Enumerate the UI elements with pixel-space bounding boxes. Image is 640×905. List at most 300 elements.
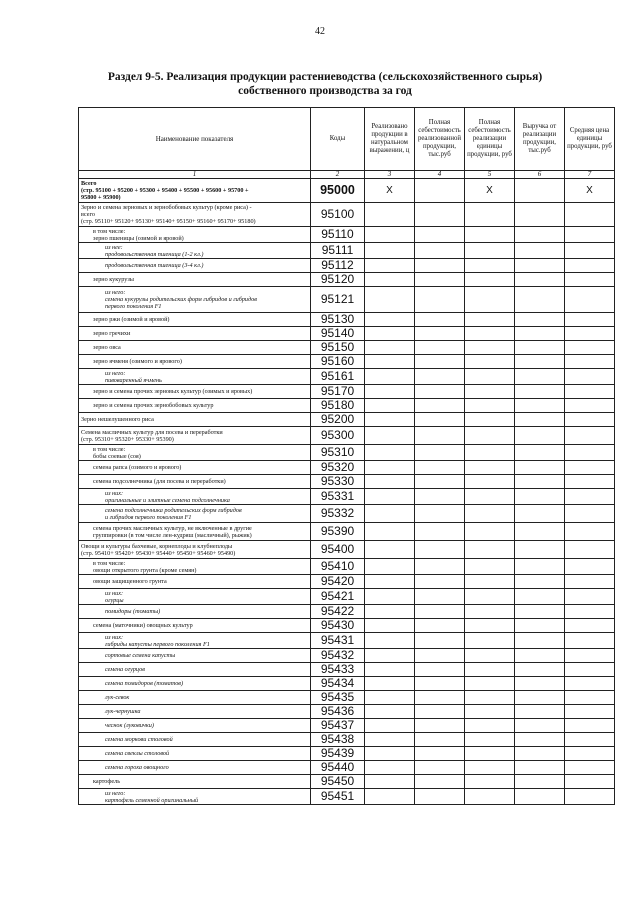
value-cell-c7[interactable] xyxy=(565,559,615,575)
indicator-name-line: из них: xyxy=(105,633,124,641)
value-cell-c6[interactable] xyxy=(515,203,565,227)
value-cell-c3[interactable] xyxy=(365,341,415,355)
value-cell-c4[interactable] xyxy=(415,691,465,705)
value-cell-c3[interactable] xyxy=(365,605,415,619)
indicator-name xyxy=(79,475,311,489)
value-cell-c6[interactable] xyxy=(515,663,565,677)
table-row xyxy=(79,313,615,327)
row-code: 95437 xyxy=(311,719,365,733)
table-row xyxy=(79,541,615,559)
header-code: Коды xyxy=(311,108,365,171)
value-cell-c7[interactable] xyxy=(565,747,615,761)
value-cell-c6[interactable] xyxy=(515,775,565,789)
value-cell-c4[interactable] xyxy=(415,789,465,805)
indicator-name xyxy=(79,761,311,775)
table-row xyxy=(79,761,615,775)
table-row xyxy=(79,273,615,287)
indicator-name-line: зерно пшеницы (озимой и яровой) xyxy=(93,234,184,242)
value-cell-c3[interactable] xyxy=(365,789,415,805)
indicator-name-line: группировки (в том числе лен-кудряш (масличный), рыжик) xyxy=(93,531,252,539)
value-cell-c4[interactable] xyxy=(415,461,465,475)
table-row xyxy=(79,733,615,747)
value-cell-c4[interactable] xyxy=(415,385,465,399)
row-code: 95435 xyxy=(311,691,365,705)
value-cell-c4[interactable] xyxy=(415,327,465,341)
indicator-name-line: лук-чернушка xyxy=(105,708,141,715)
value-cell-c5[interactable] xyxy=(465,575,515,589)
value-cell-c4[interactable] xyxy=(415,369,465,385)
value-cell-c6[interactable] xyxy=(515,273,565,287)
value-cell-c6[interactable] xyxy=(515,461,565,475)
value-cell-c3[interactable] xyxy=(365,747,415,761)
value-cell-c5[interactable] xyxy=(465,369,515,385)
value-cell-c7[interactable] xyxy=(565,313,615,327)
value-cell-c6[interactable] xyxy=(515,505,565,523)
value-cell-c4[interactable] xyxy=(415,677,465,691)
value-cell-c5[interactable] xyxy=(465,541,515,559)
indicator-name xyxy=(79,203,311,227)
value-cell-c3[interactable] xyxy=(365,369,415,385)
value-cell-c4[interactable] xyxy=(415,633,465,649)
table-row xyxy=(79,605,615,619)
indicator-name xyxy=(79,559,311,575)
value-cell-c5[interactable] xyxy=(465,619,515,633)
value-cell-c5[interactable] xyxy=(465,733,515,747)
value-cell-c4[interactable] xyxy=(415,399,465,413)
value-cell-c7[interactable] xyxy=(565,203,615,227)
value-cell-c3[interactable] xyxy=(365,677,415,691)
value-cell-c6[interactable] xyxy=(515,227,565,243)
value-cell-c3[interactable] xyxy=(365,541,415,559)
header-c7: Средняя цена единицы продукции, руб xyxy=(565,108,615,171)
row-code: 95170 xyxy=(311,385,365,399)
indicator-name-line: семена (маточники) овощных культур xyxy=(93,622,193,629)
header-c5: Полная себестоимость реализации единицы продукции, руб xyxy=(465,108,515,171)
row-code: 95331 xyxy=(311,489,365,505)
value-cell-c6[interactable] xyxy=(515,327,565,341)
value-cell-c5[interactable] xyxy=(465,691,515,705)
row-code: 95000 xyxy=(311,179,365,203)
indicator-name-line: (стр. 95310+ 95320+ 95330+ 95390) xyxy=(81,435,174,443)
indicator-name-line: бобы соевые (соя) xyxy=(93,452,141,460)
value-cell-c7[interactable] xyxy=(565,287,615,313)
table-row xyxy=(79,789,615,805)
value-cell-c5[interactable] xyxy=(465,719,515,733)
value-cell-c4[interactable] xyxy=(415,559,465,575)
value-cell-c4[interactable] xyxy=(415,775,465,789)
value-cell-c7[interactable] xyxy=(565,445,615,461)
value-cell-c7[interactable] xyxy=(565,259,615,273)
value-cell-c4[interactable] xyxy=(415,733,465,747)
indicator-name-line: зерно и семена прочих зернобобовых культур xyxy=(93,402,214,409)
value-cell-c3[interactable] xyxy=(365,243,415,259)
value-cell-c7[interactable] xyxy=(565,273,615,287)
value-cell-c5[interactable] xyxy=(465,705,515,719)
value-cell-c5[interactable] xyxy=(465,633,515,649)
value-cell-c4[interactable] xyxy=(415,619,465,633)
value-cell-c7[interactable] xyxy=(565,619,615,633)
title-line-1: Раздел 9-5. Реализация продукции растениеводства (сельскохозяйственного сырья) xyxy=(107,71,543,83)
value-cell-c7[interactable] xyxy=(565,413,615,427)
value-cell-c3[interactable] xyxy=(365,227,415,243)
value-cell-c3[interactable] xyxy=(365,489,415,505)
value-cell-c6[interactable] xyxy=(515,619,565,633)
value-cell-c3[interactable] xyxy=(365,619,415,633)
value-cell-c5[interactable] xyxy=(465,475,515,489)
indicator-name-line: семена помидоров (томатов) xyxy=(105,680,184,687)
indicator-name-line: (стр. 95110+ 95120+ 95130+ 95140+ 95150+ 95160+ 95170+ 95180) xyxy=(81,218,256,225)
value-cell-c5[interactable] xyxy=(465,589,515,605)
indicator-name xyxy=(79,341,311,355)
value-cell-c5[interactable] xyxy=(465,243,515,259)
table-body xyxy=(79,179,615,805)
value-cell-c7[interactable] xyxy=(565,605,615,619)
value-cell-c6[interactable] xyxy=(515,559,565,575)
value-cell-c6[interactable] xyxy=(515,719,565,733)
value-cell-c3[interactable] xyxy=(365,203,415,227)
value-cell-c3[interactable] xyxy=(365,385,415,399)
value-cell-c5[interactable] xyxy=(465,355,515,369)
column-number: 2 xyxy=(311,171,365,179)
value-cell-c5[interactable] xyxy=(465,313,515,327)
value-cell-c5[interactable] xyxy=(465,505,515,523)
indicator-name-line: продовольственная пшеница (1-2 кл.) xyxy=(105,250,204,258)
value-cell-c7[interactable]: Х xyxy=(565,179,615,203)
value-cell-c6[interactable] xyxy=(515,427,565,445)
table-row xyxy=(79,619,615,633)
indicator-name-line: из нее: xyxy=(105,243,123,251)
indicator-name xyxy=(79,605,311,619)
value-cell-c6[interactable] xyxy=(515,413,565,427)
table-row xyxy=(79,327,615,341)
value-cell-c7[interactable] xyxy=(565,523,615,541)
column-number: 6 xyxy=(515,171,565,179)
value-cell-c5[interactable] xyxy=(465,413,515,427)
value-cell-c7[interactable] xyxy=(565,475,615,489)
value-cell-c4[interactable] xyxy=(415,719,465,733)
indicator-name xyxy=(79,287,311,313)
indicator-name xyxy=(79,541,311,559)
value-cell-c7[interactable] xyxy=(565,775,615,789)
value-cell-c3[interactable] xyxy=(365,575,415,589)
value-cell-c7[interactable] xyxy=(565,733,615,747)
value-cell-c7[interactable] xyxy=(565,385,615,399)
indicator-name-line: (стр. 95100 + 95200 + 95300 + 95400 + 95500 + 95600 + 95700 + xyxy=(81,187,249,194)
value-cell-c5[interactable] xyxy=(465,203,515,227)
value-cell-c5[interactable] xyxy=(465,605,515,619)
value-cell-c6[interactable] xyxy=(515,259,565,273)
table-row xyxy=(79,523,615,541)
value-cell-c6[interactable] xyxy=(515,313,565,327)
row-code: 95422 xyxy=(311,605,365,619)
value-cell-c6[interactable] xyxy=(515,475,565,489)
value-cell-c7[interactable] xyxy=(565,369,615,385)
value-cell-c3[interactable] xyxy=(365,445,415,461)
value-cell-c6[interactable] xyxy=(515,705,565,719)
table-row xyxy=(79,633,615,649)
table-row xyxy=(79,475,615,489)
value-cell-c3[interactable] xyxy=(365,649,415,663)
indicator-name-line: зерно овса xyxy=(93,344,121,351)
value-cell-c7[interactable] xyxy=(565,489,615,505)
value-cell-c3[interactable] xyxy=(365,775,415,789)
row-code: 95130 xyxy=(311,313,365,327)
value-cell-c6[interactable] xyxy=(515,341,565,355)
indicator-name-line: в том числе: xyxy=(93,227,126,235)
value-cell-c3[interactable] xyxy=(365,399,415,413)
header-c4: Полная себестоимость реализованной продукции, тыс.руб xyxy=(415,108,465,171)
value-cell-c3[interactable] xyxy=(365,259,415,273)
indicator-name-line: помидоры (томаты) xyxy=(105,608,161,615)
value-cell-c6[interactable] xyxy=(515,523,565,541)
indicator-name-line: первого поколения F1 xyxy=(105,303,162,310)
table-row xyxy=(79,489,615,505)
value-cell-c7[interactable] xyxy=(565,227,615,243)
value-cell-c5[interactable] xyxy=(465,649,515,663)
indicator-name-line: картофель семенной оригинальный xyxy=(105,796,199,804)
value-cell-c5[interactable] xyxy=(465,663,515,677)
header-c6: Выручка от реализации продукции, тыс.руб xyxy=(515,108,565,171)
value-cell-c6[interactable] xyxy=(515,649,565,663)
indicator-name xyxy=(79,259,311,273)
value-cell-c3[interactable] xyxy=(365,313,415,327)
value-cell-c3[interactable] xyxy=(365,505,415,523)
value-cell-c7[interactable] xyxy=(565,341,615,355)
row-code: 95120 xyxy=(311,273,365,287)
value-cell-c4[interactable] xyxy=(415,649,465,663)
value-cell-c7[interactable] xyxy=(565,649,615,663)
value-cell-c6[interactable] xyxy=(515,369,565,385)
value-cell-c3[interactable] xyxy=(365,663,415,677)
indicator-name-line: овощи открытого грунта (кроме семян) xyxy=(93,566,197,574)
value-cell-c4[interactable] xyxy=(415,761,465,775)
table-row xyxy=(79,179,615,203)
value-cell-c7[interactable] xyxy=(565,505,615,523)
value-cell-c7[interactable] xyxy=(565,691,615,705)
indicator-name-line: (стр. 95410+ 95420+ 95430+ 95440+ 95450+ 95460+ 95490) xyxy=(81,549,236,557)
value-cell-c4[interactable] xyxy=(415,355,465,369)
value-cell-c5[interactable] xyxy=(465,273,515,287)
value-cell-c4[interactable] xyxy=(415,243,465,259)
value-cell-c4[interactable] xyxy=(415,179,465,203)
value-cell-c4[interactable] xyxy=(415,475,465,489)
value-cell-c6[interactable] xyxy=(515,575,565,589)
row-code: 95160 xyxy=(311,355,365,369)
value-cell-c3[interactable] xyxy=(365,523,415,541)
value-cell-c6[interactable] xyxy=(515,747,565,761)
value-cell-c5[interactable] xyxy=(465,747,515,761)
value-cell-c3[interactable] xyxy=(365,427,415,445)
value-cell-c3[interactable] xyxy=(365,761,415,775)
value-cell-c4[interactable] xyxy=(415,313,465,327)
value-cell-c5[interactable] xyxy=(465,287,515,313)
value-cell-c6[interactable] xyxy=(515,691,565,705)
indicator-name-line: овощи защищенного грунта xyxy=(93,578,167,585)
value-cell-c4[interactable] xyxy=(415,413,465,427)
indicator-name xyxy=(79,489,311,505)
value-cell-c3[interactable] xyxy=(365,691,415,705)
value-cell-c4[interactable] xyxy=(415,747,465,761)
value-cell-c4[interactable] xyxy=(415,445,465,461)
row-code: 95438 xyxy=(311,733,365,747)
row-code: 95180 xyxy=(311,399,365,413)
value-cell-c7[interactable] xyxy=(565,761,615,775)
table-row xyxy=(79,385,615,399)
value-cell-c4[interactable] xyxy=(415,575,465,589)
table-row xyxy=(79,243,615,259)
row-code: 95410 xyxy=(311,559,365,575)
value-cell-c4[interactable] xyxy=(415,287,465,313)
value-cell-c7[interactable] xyxy=(565,663,615,677)
value-cell-c3[interactable] xyxy=(365,475,415,489)
value-cell-c4[interactable] xyxy=(415,589,465,605)
indicator-name-line: семена огурцов xyxy=(105,666,145,673)
value-cell-c7[interactable] xyxy=(565,789,615,805)
indicator-name xyxy=(79,649,311,663)
value-cell-c7[interactable] xyxy=(565,719,615,733)
row-code: 95121 xyxy=(311,287,365,313)
value-cell-c5[interactable] xyxy=(465,259,515,273)
row-code: 95390 xyxy=(311,523,365,541)
value-cell-c3[interactable] xyxy=(365,589,415,605)
indicator-name xyxy=(79,775,311,789)
value-cell-c7[interactable] xyxy=(565,705,615,719)
value-cell-c3[interactable] xyxy=(365,705,415,719)
header-c3: Реализовано продукции в натуральном выражении, ц xyxy=(365,108,415,171)
value-cell-c7[interactable] xyxy=(565,461,615,475)
indicator-name xyxy=(79,663,311,677)
value-cell-c5[interactable] xyxy=(465,559,515,575)
table-row xyxy=(79,227,615,243)
value-cell-c4[interactable] xyxy=(415,259,465,273)
value-cell-c6[interactable] xyxy=(515,287,565,313)
row-code: 95310 xyxy=(311,445,365,461)
value-cell-c5[interactable] xyxy=(465,327,515,341)
value-cell-c5[interactable] xyxy=(465,385,515,399)
value-cell-c5[interactable] xyxy=(465,789,515,805)
value-cell-c6[interactable] xyxy=(515,789,565,805)
value-cell-c5[interactable] xyxy=(465,227,515,243)
value-cell-c4[interactable] xyxy=(415,663,465,677)
value-cell-c5[interactable] xyxy=(465,399,515,413)
value-cell-c5[interactable]: Х xyxy=(465,179,515,203)
value-cell-c7[interactable] xyxy=(565,427,615,445)
value-cell-c6[interactable] xyxy=(515,445,565,461)
indicator-name xyxy=(79,789,311,805)
value-cell-c4[interactable] xyxy=(415,427,465,445)
value-cell-c6[interactable] xyxy=(515,589,565,605)
value-cell-c7[interactable] xyxy=(565,633,615,649)
value-cell-c5[interactable] xyxy=(465,523,515,541)
value-cell-c7[interactable] xyxy=(565,355,615,369)
value-cell-c7[interactable] xyxy=(565,677,615,691)
value-cell-c6[interactable] xyxy=(515,489,565,505)
indicator-name-line: из него: xyxy=(105,289,126,296)
value-cell-c5[interactable] xyxy=(465,775,515,789)
indicator-name-line: продовольственная пшеница (3-4 кл.) xyxy=(105,262,204,269)
indicator-name-line: из него: xyxy=(105,369,126,377)
indicator-name xyxy=(79,677,311,691)
column-number: 7 xyxy=(565,171,615,179)
value-cell-c7[interactable] xyxy=(565,575,615,589)
value-cell-c6[interactable] xyxy=(515,399,565,413)
column-number-row xyxy=(79,171,615,179)
value-cell-c4[interactable] xyxy=(415,203,465,227)
column-number: 1 xyxy=(79,171,311,179)
value-cell-c6[interactable] xyxy=(515,179,565,203)
value-cell-c6[interactable] xyxy=(515,243,565,259)
indicator-name xyxy=(79,445,311,461)
value-cell-c7[interactable] xyxy=(565,399,615,413)
indicator-name xyxy=(79,427,311,445)
table-row xyxy=(79,649,615,663)
value-cell-c4[interactable] xyxy=(415,523,465,541)
value-cell-c6[interactable] xyxy=(515,633,565,649)
indicator-name xyxy=(79,313,311,327)
indicator-name xyxy=(79,633,311,649)
value-cell-c4[interactable] xyxy=(415,341,465,355)
value-cell-c3[interactable] xyxy=(365,327,415,341)
value-cell-c6[interactable] xyxy=(515,761,565,775)
value-cell-c4[interactable] xyxy=(415,541,465,559)
row-code: 95200 xyxy=(311,413,365,427)
value-cell-c5[interactable] xyxy=(465,461,515,475)
value-cell-c4[interactable] xyxy=(415,489,465,505)
value-cell-c6[interactable] xyxy=(515,355,565,369)
value-cell-c6[interactable] xyxy=(515,677,565,691)
value-cell-c5[interactable] xyxy=(465,761,515,775)
indicator-name xyxy=(79,719,311,733)
value-cell-c4[interactable] xyxy=(415,227,465,243)
value-cell-c6[interactable] xyxy=(515,541,565,559)
value-cell-c3[interactable] xyxy=(365,733,415,747)
value-cell-c6[interactable] xyxy=(515,385,565,399)
value-cell-c6[interactable] xyxy=(515,605,565,619)
value-cell-c3[interactable] xyxy=(365,273,415,287)
value-cell-c3[interactable] xyxy=(365,413,415,427)
value-cell-c3[interactable] xyxy=(365,461,415,475)
indicator-name xyxy=(79,413,311,427)
row-code: 95111 xyxy=(311,243,365,259)
value-cell-c3[interactable] xyxy=(365,559,415,575)
value-cell-c7[interactable] xyxy=(565,589,615,605)
value-cell-c5[interactable] xyxy=(465,445,515,461)
value-cell-c7[interactable] xyxy=(565,243,615,259)
indicator-name-line: Семена масличных культур для посева и переработки xyxy=(81,428,223,436)
value-cell-c3[interactable] xyxy=(365,719,415,733)
table-row xyxy=(79,747,615,761)
value-cell-c7[interactable] xyxy=(565,327,615,341)
indicator-name-line: лук-севок xyxy=(105,694,130,701)
value-cell-c3[interactable] xyxy=(365,355,415,369)
indicator-name xyxy=(79,227,311,243)
value-cell-c6[interactable] xyxy=(515,733,565,747)
value-cell-c7[interactable] xyxy=(565,541,615,559)
value-cell-c4[interactable] xyxy=(415,705,465,719)
value-cell-c5[interactable] xyxy=(465,341,515,355)
table-row xyxy=(79,369,615,385)
value-cell-c4[interactable] xyxy=(415,273,465,287)
table-row xyxy=(79,663,615,677)
value-cell-c4[interactable] xyxy=(415,505,465,523)
value-cell-c3[interactable] xyxy=(365,633,415,649)
value-cell-c5[interactable] xyxy=(465,489,515,505)
value-cell-c5[interactable] xyxy=(465,427,515,445)
value-cell-c4[interactable] xyxy=(415,605,465,619)
value-cell-c3[interactable]: Х xyxy=(365,179,415,203)
value-cell-c5[interactable] xyxy=(465,677,515,691)
value-cell-c3[interactable] xyxy=(365,287,415,313)
